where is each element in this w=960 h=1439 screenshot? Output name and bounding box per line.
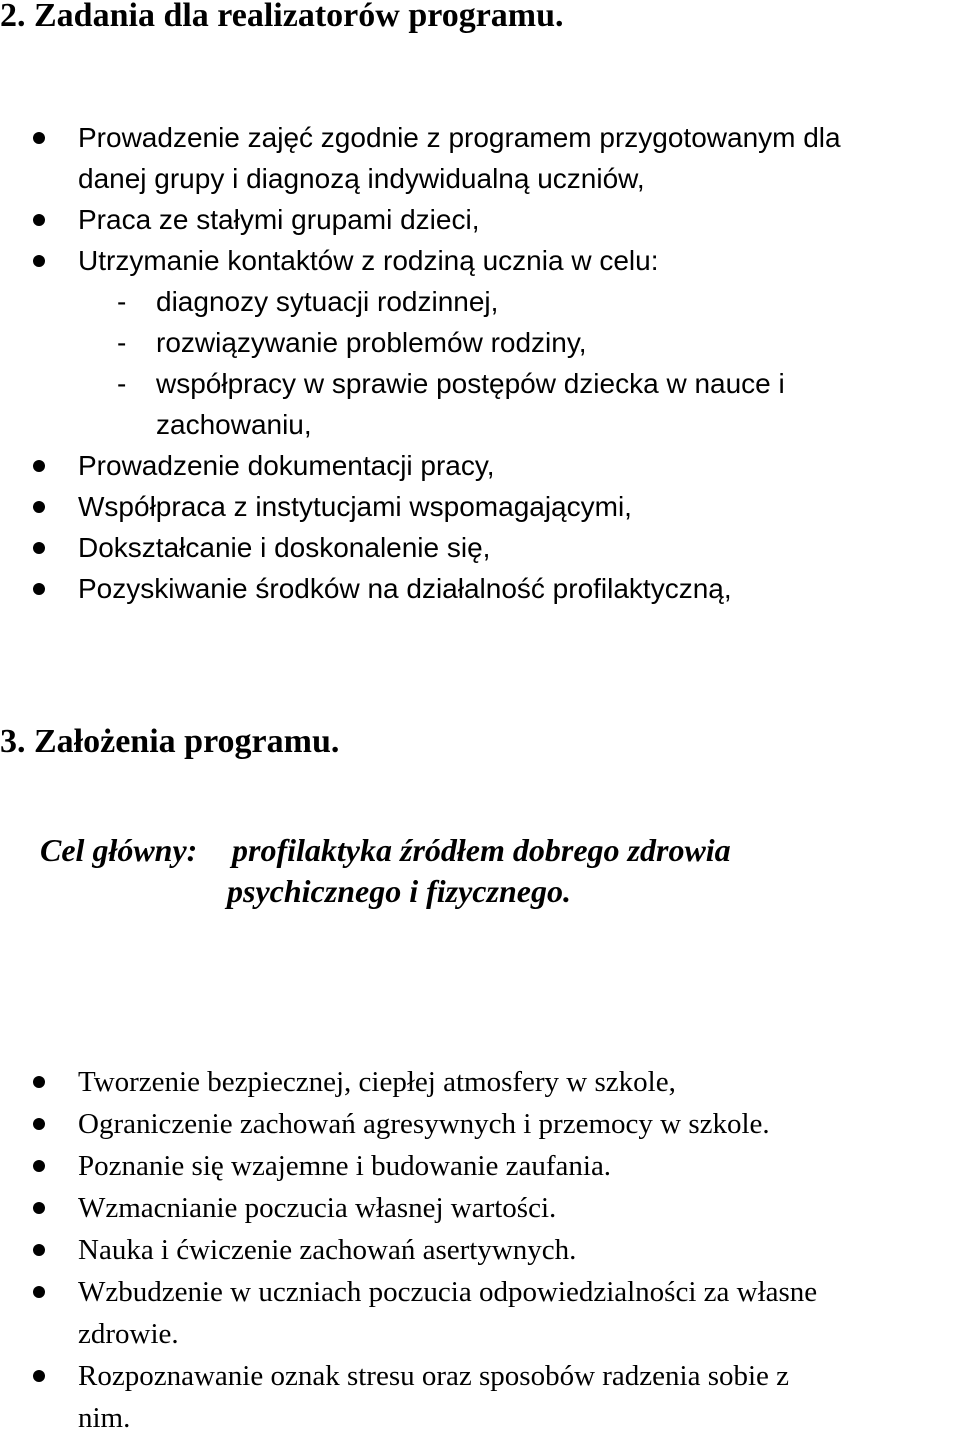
bullet-icon — [33, 1202, 45, 1214]
bullet-icon — [33, 1244, 45, 1256]
main-goal-text: psychicznego i fizycznego. — [227, 873, 571, 909]
list-item-line: Dokształcanie i doskonalenie się, — [78, 532, 491, 563]
list-item — [0, 486, 960, 527]
list-item — [0, 527, 960, 568]
bullet-icon — [33, 214, 45, 226]
list-item-line: Nauka i ćwiczenie zachowań asertywnych. — [78, 1234, 577, 1266]
list-item-line: Wzbudzenie w uczniach poczucia odpowiedzialności za własne — [78, 1276, 818, 1308]
list-item — [0, 199, 960, 240]
list-item — [0, 445, 960, 486]
section-2-title: 2. Zadania dla realizatorów programu. — [0, 0, 564, 34]
list-item — [0, 1229, 960, 1271]
list-item-line: zdrowie. — [78, 1318, 179, 1350]
dash-marker: - — [117, 368, 127, 399]
section-3-title: 3. Założenia programu. — [0, 723, 340, 760]
list-item-line: Ograniczenie zachowań agresywnych i przemocy w szkole. — [78, 1108, 770, 1140]
list-item — [0, 240, 960, 445]
bullet-icon — [33, 1286, 45, 1298]
list-item — [0, 1061, 960, 1103]
list-item-line: danej grupy i diagnozą indywidualną uczniów, — [78, 163, 645, 194]
bullet-icon — [33, 1370, 45, 1382]
list-item — [0, 1271, 960, 1355]
sub-list-item — [0, 281, 960, 322]
list-item-line: Prowadzenie zajęć zgodnie z programem przygotowanym dla — [78, 122, 841, 153]
list-item-line: Utrzymanie kontaktów z rodziną ucznia w celu: — [78, 245, 659, 276]
list-item-line: Pozyskiwanie środków na działalność profilaktyczną, — [78, 573, 732, 604]
bullet-icon — [33, 501, 45, 513]
main-goal-text: profilaktyka źródłem dobrego zdrowia — [232, 832, 731, 868]
bullet-icon — [33, 542, 45, 554]
bullet-icon — [33, 255, 45, 267]
sub-list-item — [0, 363, 960, 445]
sub-list-item-line: rozwiązywanie problemów rodziny, — [156, 327, 587, 358]
list-item-line: nim. — [78, 1402, 131, 1434]
bullet-icon — [33, 583, 45, 595]
list-item — [0, 1145, 960, 1187]
list-item-line: Rozpoznawanie oznak stresu oraz sposobów radzenia sobie z — [78, 1360, 790, 1392]
list-item — [0, 1103, 960, 1145]
bullet-icon — [33, 460, 45, 472]
sub-list-item — [0, 322, 960, 363]
list-item — [0, 1187, 960, 1229]
list-item — [0, 117, 960, 199]
bullet-icon — [33, 1076, 45, 1088]
sub-list-item-line: zachowaniu, — [156, 409, 312, 440]
list-item-line: Tworzenie bezpiecznej, ciepłej atmosfery w szkole, — [78, 1066, 676, 1098]
tasks-list — [0, 117, 960, 609]
main-goal-label: Cel główny: — [40, 832, 198, 868]
dash-marker: - — [117, 327, 127, 358]
bullet-icon — [33, 1118, 45, 1130]
list-item-line: Poznanie się wzajemne i budowanie zaufania. — [78, 1150, 612, 1182]
sub-list-item-line: współpracy w sprawie postępów dziecka w nauce i — [156, 368, 785, 399]
list-item-line: Prowadzenie dokumentacji pracy, — [78, 450, 495, 481]
sub-list — [78, 281, 960, 445]
list-item — [0, 568, 960, 609]
list-item-line: Praca ze stałymi grupami dzieci, — [78, 204, 480, 235]
sub-list-item-line: diagnozy sytuacji rodzinnej, — [156, 286, 499, 317]
list-item — [0, 1355, 960, 1439]
assumptions-list — [0, 1061, 960, 1439]
list-item-line: Wzmacnianie poczucia własnej wartości. — [78, 1192, 557, 1224]
list-item-line: Współpraca z instytucjami wspomagającymi, — [78, 491, 632, 522]
bullet-icon — [33, 1160, 45, 1172]
bullet-icon — [33, 132, 45, 144]
dash-marker: - — [117, 286, 127, 317]
